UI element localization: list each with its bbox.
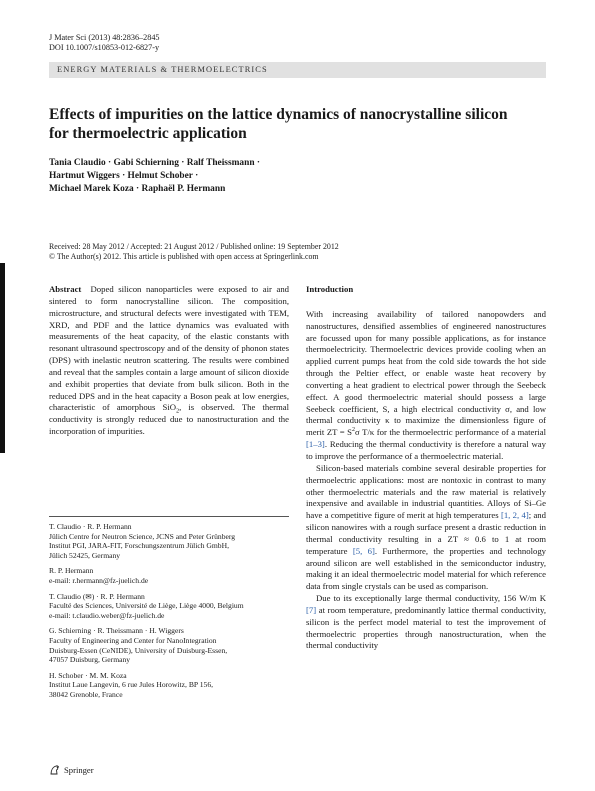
journal-header (49, 33, 160, 53)
affiliation-block (49, 566, 289, 585)
abstract-paragraph (49, 284, 289, 438)
intro-paragraph-2 (306, 463, 546, 593)
publisher-name: Springer (64, 765, 94, 775)
citation-link[interactable]: [5, 6] (352, 545, 375, 556)
publication-dates (49, 242, 549, 262)
affiliation-line: T. Claudio · R. P. Hermann (49, 522, 132, 531)
email-link[interactable]: e-mail: t.claudio.weber@fz-juelich.de (49, 610, 165, 620)
affiliation-line: G. Schierning · R. Theissmann · H. Wiggers (49, 626, 184, 636)
publisher-footer (49, 764, 94, 776)
author-line: Tania Claudio · Gabi Schierning · Ralf Theissmann · (49, 158, 260, 168)
section-label: ENERGY MATERIALS & THERMOELECTRICS (57, 65, 268, 74)
article-title: Effects of impurities on the lattice dynamics of nanocrystalline silicon for thermoelectric application (49, 106, 508, 142)
affiliation-block (49, 671, 289, 700)
affiliation-line: 47057 Duisburg, Germany (49, 655, 131, 665)
text-run: Silicon-based materials combine several desirable properties for thermoelectric applications: most are nontoxic in contrast to many other thermoelectric materials and the raw material is relatively inexpensive and available in industrial quantities. Alloys of Si–Ge have a competitive figure of merit at high temperatures (306, 462, 546, 521)
affiliation-line: Institut PGI, JARA-FIT, Forschungszentrum Jülich GmbH, (49, 541, 229, 551)
text-run: at room temperature, predominantly lattice thermal conductivity, silicon is the perfect model material to test the improvement of thermoelectric properties through nanostructuration, when the thermal conductivity (306, 604, 546, 651)
email-link[interactable]: e-mail: r.hermann@fz-juelich.de (49, 575, 149, 585)
citation-link[interactable]: [1, 2, 4] (500, 510, 529, 521)
text-run: σ T/κ for the thermoelectric performance of a material (354, 427, 546, 438)
affiliation-line: T. Claudio (✉) · R. P. Hermann (49, 591, 145, 601)
affiliation-line: Institut Laue Langevin, 6 rue Jules Horowitz, BP 156, (49, 680, 214, 690)
affiliation-block (49, 522, 289, 560)
journal-citation: J Mater Sci (2013) 48:2836–2845 (49, 33, 160, 42)
springer-horse-icon (49, 764, 61, 776)
left-edge-bar (0, 263, 5, 453)
text-run: With increasing availability of tailored nanopowders and nanostructures, densified assemblies of engineered nanostructures are focussed upon for many possible applications, as for instance thermoelectricity. Thermoelectric devices provide cooling when an applied current pumps heat from the cold side towards the hot side through the Peltier effect, or enable waste heat recovery by converting a heat gradient to electrical power through the Seebeck effect. A good thermoelectric material should possess a large Seebeck coefficient, S, a high electrical conductivity σ, and low thermal conductivity κ to maximize the dimensionless figure of merit ZT = S (306, 308, 546, 438)
superscript: 2 (351, 427, 355, 434)
affiliation-block (49, 626, 289, 664)
affiliation-line: R. P. Hermann (49, 566, 94, 576)
introduction-heading: Introduction (306, 284, 354, 294)
affiliation-line: Faculty of Engineering and Center for NanoIntegration (49, 635, 217, 645)
affiliation-divider (49, 516, 289, 517)
affiliation-line: Duisburg-Essen (CeNIDE), University of Duisburg-Essen, (49, 645, 228, 655)
abstract-text-end: , is observed. The thermal conductivity is strongly reduced due to nanostructuration and the incorporation of impurities. (49, 402, 289, 437)
affiliation-line: Faculté des Sciences, Université de Liège, Liège 4000, Belgium (49, 601, 244, 611)
text-run: . Reducing the thermal conductivity is therefore a natural way to improve the performance of a thermoelectric material. (306, 439, 546, 461)
affiliation-line: 38042 Grenoble, France (49, 689, 123, 699)
text-run: ; and silicon nanowires with a rough surface present a drastic reduction in thermal conductivity resulting in a ZT ≈ 0.6 to 1 at room temperature (306, 510, 546, 556)
intro-paragraph-3 (306, 593, 546, 652)
subscript: 2 (176, 409, 180, 416)
author-line: Hartmut Wiggers · Helmut Schober · (49, 171, 199, 181)
doi-link[interactable]: DOI 10.1007/s10853-012-6827-y (49, 43, 160, 52)
author-line: Michael Marek Koza · Raphaël P. Hermann (49, 184, 226, 194)
affiliations (49, 522, 289, 706)
text-run: . Furthermore, the properties and technology around silicon are well established in the semiconductor industry, making it an ideal thermoelectric model material for which reference data from single crystals can be used as comparison. (306, 545, 547, 592)
author-list (49, 157, 529, 196)
citation-link[interactable]: [7] (306, 604, 317, 615)
text-run: Due to its exceptionally large thermal conductivity, 156 W/m K (316, 593, 546, 604)
abstract-label: Abstract (49, 284, 82, 294)
section-band (49, 62, 546, 78)
abstract-text: Doped silicon nanoparticles were exposed to air and sintered to form nanocrystalline silicon. The composition, microstructure, and structural defects were investigated with TEM, XRD, and PDF and the lattice dynamics was evaluated with measurements of the heat capacity, of the elastic constants with resonant ultrasound spectroscopy and of the density of phonon states (DPS) with inelastic neutron scattering. The results were combined and reveal that the samples contain a large amount of silicon dioxide and exhibit properties that deviate from bulk silicon. Both in the reduced DPS and in the heat capacity a Boson peak at low energies, characteristic of amorphous SiO (49, 284, 290, 413)
abstract-column (49, 284, 289, 438)
affiliation-line: H. Schober · M. M. Koza (49, 670, 127, 680)
affiliation-block (49, 592, 289, 621)
open-access-line: © The Author(s) 2012. This article is published with open access at Springerlink.com (49, 252, 319, 261)
intro-paragraph-1 (306, 309, 546, 463)
introduction-column (306, 284, 546, 652)
dates-line: Received: 28 May 2012 / Accepted: 21 August 2012 / Published online: 19 September 2012 (49, 242, 339, 251)
citation-link[interactable]: [1–3] (306, 439, 325, 450)
affiliation-line: Jülich 52425, Germany (49, 550, 121, 560)
affiliation-line: Jülich Centre for Neutron Science, JCNS and Peter Grünberg (49, 531, 236, 541)
